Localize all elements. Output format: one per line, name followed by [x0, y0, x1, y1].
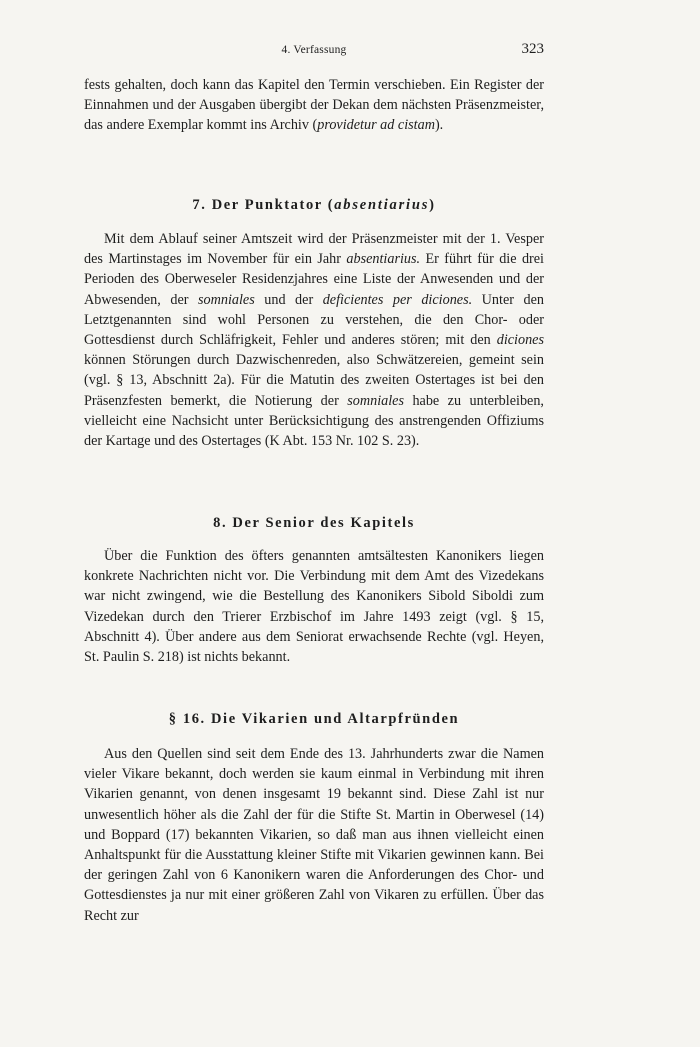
section-heading-punktator: 7. Der Punktator (absentiarius) [192, 197, 436, 213]
paragraph-senior: Über die Funktion des öfters genannten amtsältesten Kanonikers liegen konkrete Nachrichten nicht vor. Die Verbindung mit dem Amt des Vizedekans war nicht zwingend, wie die Bestellung des Kanonikers Sibold Siboldi zum Vizedekan durch den Trierer Erzbischof im Jahre 1493 zeigt (vgl. § 15, Abschnitt 4). Über andere aus dem Seniorat erwachsende Rechte (vgl. Heyen, St. Paulin S. 218) ist nichts bekannt. [84, 548, 544, 666]
paragraph-punktator: Mit dem Ablauf seiner Amtszeit wird der Präsenzmeister mit der 1. Vesper des Martinstages im November für ein Jahr absentiarius. Er führt für die drei Perioden des Oberweseler Residenzjahres eine Liste der Anwesenden und der Abwesenden, der somniales und der deficientes per diciones. Unter den Letztgenannten sind wohl Personen zu verstehen, die den Chor- oder Gottesdienst durch Schläfrigkeit, Fehler und anderes stören; mit den diciones können Störungen durch Dazwischenreden, also Schwätzereien, gemeint sein (vgl. § 13, Abschnitt 2a). Für die Matutin des zweiten Ostertages ist bei den Präsenzfesten bemerkt, die Notierung der somniales habe zu unterbleiben, vielleicht eine Nachsicht unter Berücksichtigung des anstrengenden Offiziums der Kartage und des Ostertages (K Abt. 153 Nr. 102 S. 23). [84, 231, 545, 450]
page-number: 323 [521, 41, 544, 57]
running-head: 4. Verfassung [281, 44, 347, 56]
paragraph-presence-register: fests gehalten, doch kann das Kapitel den Termin verschieben. Ein Register der Einnahmen und der Ausgaben übergibt der Dekan dem nächsten Präsenzmeister, das andere Exemplar kommt ins Archiv (providetur ad cistam). [84, 77, 544, 134]
paragraph-vikarien: Aus den Quellen sind seit dem Ende des 13. Jahrhunderts zwar die Namen vieler Vikare bekannt, doch werden sie kaum einmal in Verbindung mit ihren Vikarien genannt, von denen insgesamt 19 bekannt sind. Diese Zahl ist nur unwesentlich höher als die Zahl der für die Stifte St. Martin in Oberwesel (14) und Boppard (17) bekannten Vikarien, so daß man aus ihnen vielleicht einen Anhaltspunkt für die Ausstattung kleiner Stifte mit Vikarien gewinnen kann. Bei der geringen Zahl von 6 Kanonikern waren die Anforderungen des Chor- und Gottesdienstes ja nur mit einer größeren Zahl von Vikaren zu erfüllen. Über das Recht zur [84, 746, 544, 924]
section-heading-vikarien: § 16. Die Vikarien und Altarpfründen [168, 711, 460, 727]
section-heading-senior: 8. Der Senior des Kapitels [213, 515, 415, 531]
